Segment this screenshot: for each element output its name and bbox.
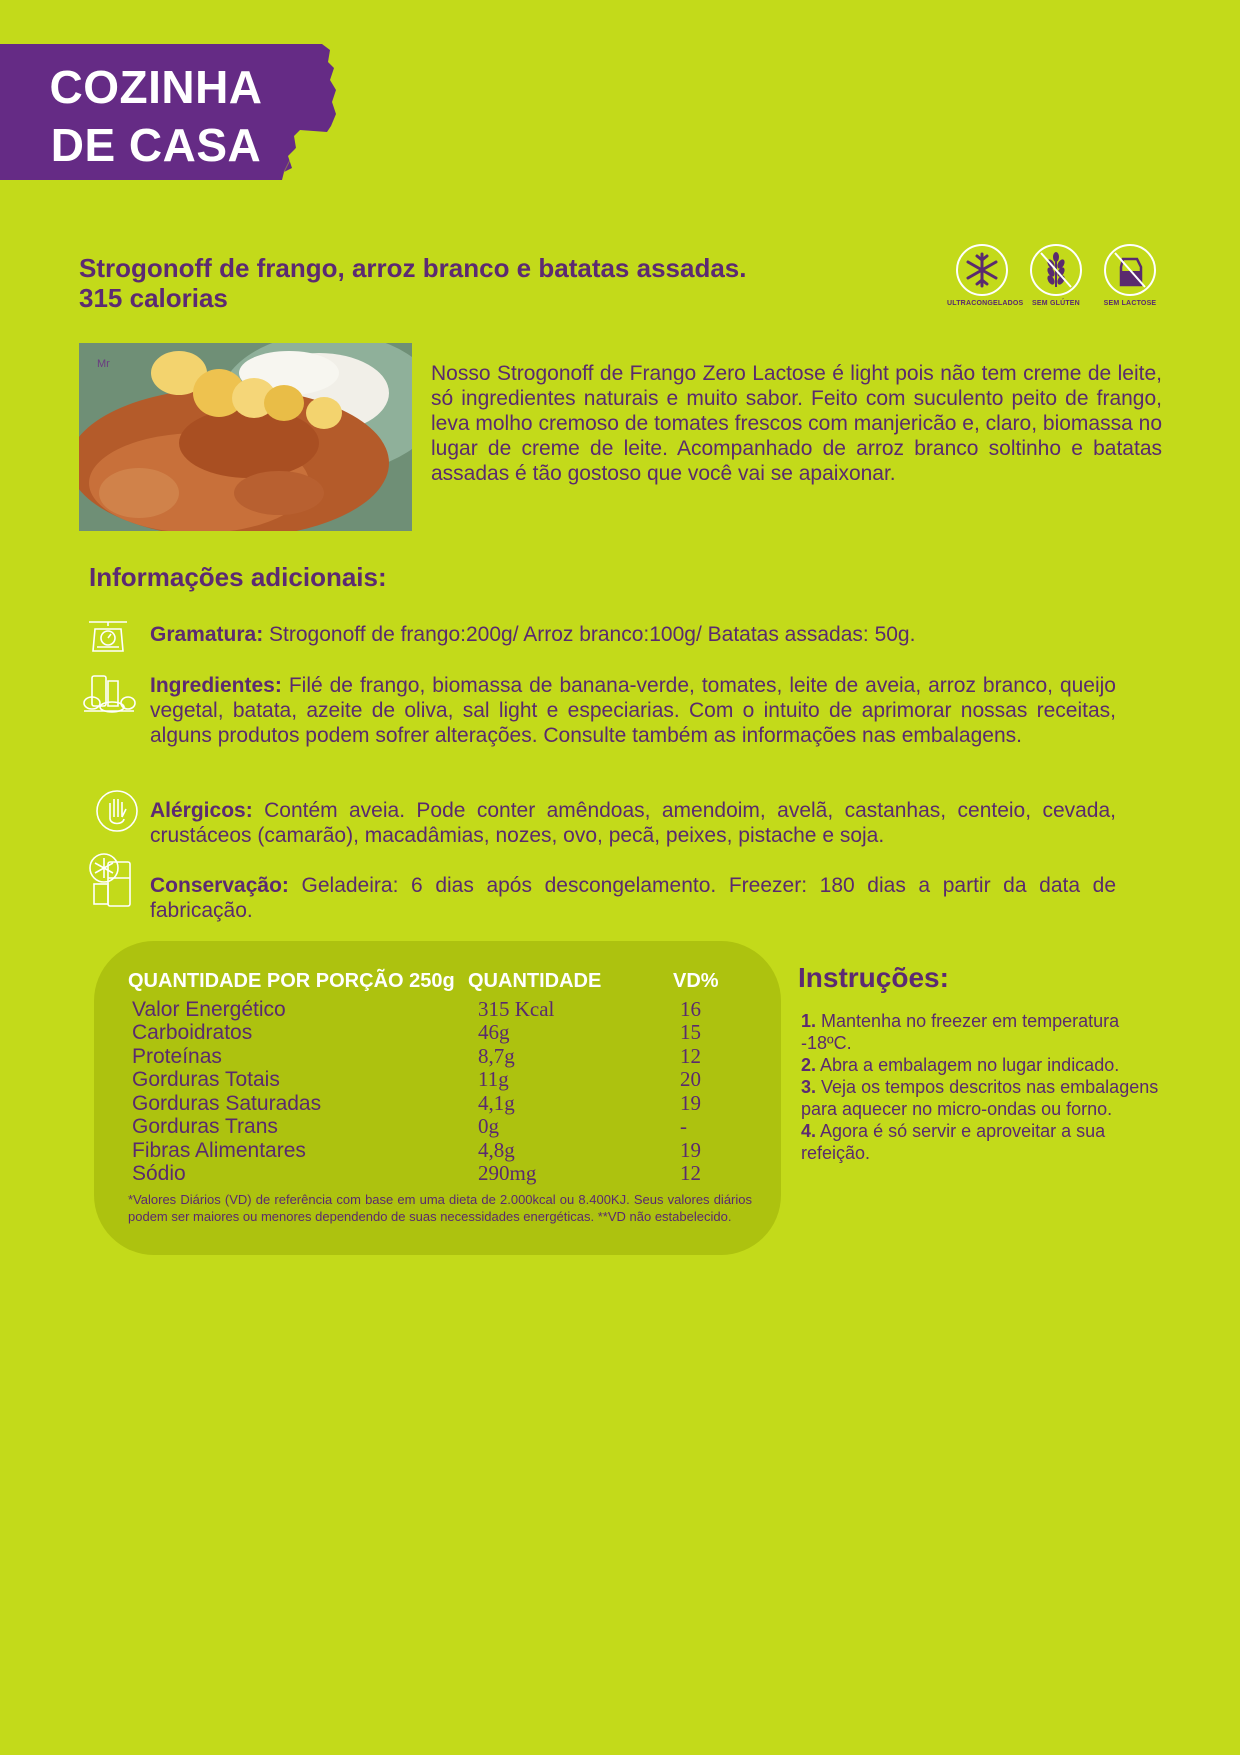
nutrition-row: [94, 1092, 781, 1115]
nutrition-row: [94, 1139, 781, 1162]
nutrition-row: [94, 1162, 781, 1185]
instructions-list: [801, 1010, 1161, 1164]
nutrition-header-vd: VD%: [673, 970, 719, 992]
instruction-step: [801, 1076, 1161, 1120]
wheat-crossed-icon: [1029, 243, 1083, 297]
instruction-number: 2.: [801, 1055, 817, 1075]
nutrition-name: Sódio: [132, 1162, 186, 1185]
nutrition-row: [94, 1068, 781, 1091]
instructions-heading: Instruções:: [798, 962, 949, 993]
brand-line-1: COZINHA: [49, 61, 263, 113]
instruction-number: 4.: [801, 1121, 817, 1141]
nutrition-name: Gorduras Trans: [132, 1115, 278, 1138]
nutrition-header-amount: QUANTIDADE: [468, 970, 602, 992]
nutrition-vd: 19: [680, 1138, 701, 1162]
nutrition-name: Gorduras Saturadas: [132, 1092, 322, 1115]
nutrition-amount: 290mg: [478, 1161, 537, 1185]
brand-banner: [0, 44, 340, 180]
nutrition-row: [94, 1115, 781, 1138]
instruction-text: Veja os tempos descritos nas embalagens para aquecer no micro-ondas ou forno.: [801, 1077, 1159, 1119]
nutrition-row: [94, 1045, 781, 1068]
scale-icon: [87, 619, 129, 653]
nutrition-header-portion: QUANTIDADE POR PORÇÃO 250g: [128, 970, 455, 992]
nutrition-amount: 0g: [478, 1114, 499, 1138]
badge-ultracongelados: [947, 243, 1024, 307]
badge-sem-gluten: [1021, 243, 1091, 307]
snowflake-icon: [955, 243, 1009, 297]
info-alergicos-label: Alérgicos:: [150, 799, 253, 822]
product-calories: 315 calorias: [79, 283, 228, 313]
info-alergicos: [150, 798, 1116, 848]
svg-text:Mr: Mr: [97, 358, 110, 370]
brand-line-2: DE CASA: [50, 119, 262, 171]
badge-group: [944, 243, 1164, 315]
nutrition-amount: 4,1g: [478, 1091, 515, 1115]
milk-carton-crossed-icon: [1103, 243, 1157, 297]
instruction-step: [801, 1054, 1161, 1076]
nutrition-vd: 19: [680, 1091, 701, 1115]
nutrition-amount: 4,8g: [478, 1138, 515, 1162]
instruction-text: Mantenha no freezer em temperatura -18ºC.: [801, 1011, 1120, 1053]
badge-label-sem-lactose: SEM LACTOSE: [1103, 300, 1157, 307]
nutrition-vd: 15: [680, 1020, 701, 1044]
dish-photo: [79, 343, 412, 531]
nutrition-name: Carboidratos: [132, 1021, 253, 1044]
hand-stop-icon: [95, 789, 139, 833]
nutrition-footnote: *Valores Diários (VD) de referência com base em uma dieta de 2.000kcal ou 8.400KJ. Seus valores diários podem ser maiores ou menores dependendo de suas necessidades energéticas. **VD não estabelecido.: [128, 1192, 752, 1224]
nutrition-vd: 12: [680, 1044, 701, 1068]
info-conservacao: [150, 873, 1116, 923]
info-ingredientes-text: Filé de frango, biomassa de banana-verde, tomates, leite de aveia, arroz branco, queijo vegetal, batata, azeite de oliva, sal light e especiarias. Com o intuito de aprimorar nossas receitas, alguns produtos podem sofrer alterações. Consulte também as informações nas embalagens.: [150, 674, 1116, 747]
nutrition-name: Fibras Alimentares: [132, 1139, 306, 1162]
instruction-step: [801, 1120, 1161, 1164]
nutrition-row: [94, 998, 781, 1021]
nutrition-vd: 12: [680, 1161, 701, 1185]
badge-sem-lactose: [1095, 243, 1165, 307]
instruction-step: [801, 1010, 1161, 1054]
info-ingredientes-label: Ingredientes:: [150, 674, 282, 697]
nutrition-vd: 20: [680, 1067, 701, 1091]
instruction-text: Abra a embalagem no lugar indicado.: [820, 1055, 1120, 1075]
nutrition-name: Valor Energético: [132, 998, 286, 1021]
product-title-block: [79, 253, 799, 313]
info-alergicos-text: Contém aveia. Pode conter amêndoas, amendoim, avelã, castanhas, centeio, cevada, crustáceos (camarão), macadâmias, nozes, ovo, pecã, peixes, pistache e soja.: [150, 799, 1116, 847]
nutrition-row: [94, 1021, 781, 1044]
nutrition-amount: 46g: [478, 1020, 510, 1044]
nutrition-vd: -: [680, 1114, 687, 1138]
info-gramatura-text: Strogonoff de frango:200g/ Arroz branco:100g/ Batatas assadas: 50g.: [269, 623, 916, 646]
nutrition-amount: 11g: [478, 1067, 509, 1091]
nutrition-name: Gorduras Totais: [132, 1068, 280, 1091]
info-conservacao-label: Conservação:: [150, 874, 289, 897]
info-ingredientes: [150, 673, 1116, 748]
info-gramatura: [150, 622, 1116, 647]
nutrition-table: [94, 941, 781, 1255]
nutrition-vd: 16: [680, 997, 701, 1021]
info-conservacao-text: Geladeira: 6 dias após descongelamento. Freezer: 180 dias a partir da data de fabricação.: [150, 874, 1116, 922]
instruction-text: Agora é só servir e aproveitar a sua refeição.: [801, 1121, 1106, 1163]
product-description: Nosso Strogonoff de Frango Zero Lactose é light pois não tem creme de leite, só ingredientes naturais e muito sabor. Feito com suculento peito de frango, leva molho cremoso de tomates frescos com manjericão e, claro, biomassa no lugar de creme de leite. Acompanhado de arroz branco soltinho e batatas assadas é tão gostoso que você vai se apaixonar.: [431, 362, 1162, 485]
nutrition-amount: 8,7g: [478, 1044, 515, 1068]
nutrition-amount: 315 Kcal: [478, 997, 555, 1021]
badge-label-sem-gluten: SEM GLÚTEN: [1032, 300, 1080, 307]
badge-label-ultracongelados: ULTRACONGELADOS: [947, 300, 1024, 307]
instruction-number: 1.: [801, 1011, 817, 1031]
nutrition-name: Proteínas: [132, 1045, 222, 1068]
product-title: Strogonoff de frango, arroz branco e batatas assadas.: [79, 253, 747, 283]
info-heading: Informações adicionais:: [89, 562, 387, 592]
freezer-icon: [88, 852, 134, 908]
info-gramatura-label: Gramatura:: [150, 623, 264, 646]
groceries-icon: [82, 673, 136, 715]
instruction-number: 3.: [801, 1077, 817, 1097]
